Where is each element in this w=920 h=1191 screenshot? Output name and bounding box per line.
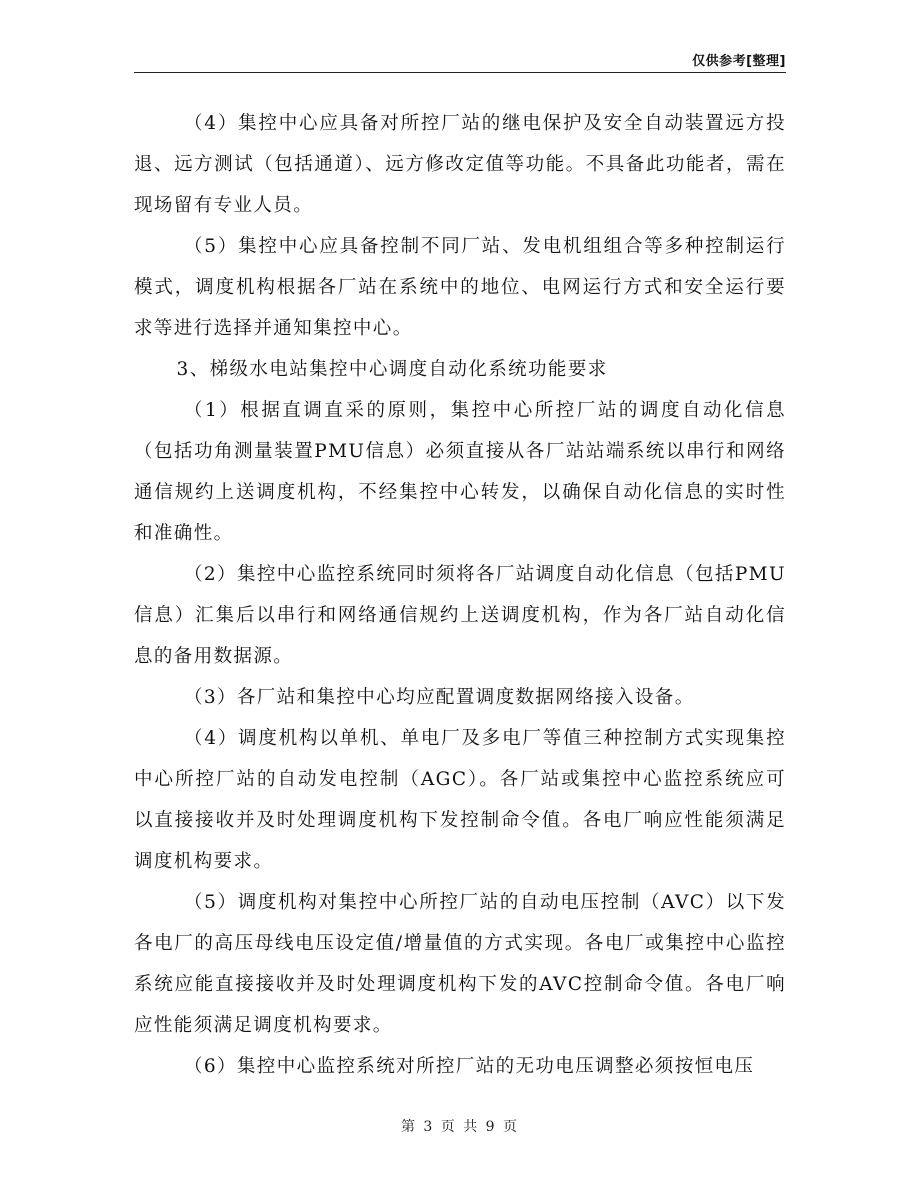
body-text <box>134 103 786 1087</box>
paragraph-item-4: （4）集控中心应具备对所控厂站的继电保护及安全自动装置远方投退、远方测试（包括通道）、远方修改定值等功能。不具备此功能者，需在现场留有专业人员。 <box>134 113 786 216</box>
section-heading-3: 3、梯级水电站集控中心调度自动化系统功能要求 <box>176 359 608 380</box>
paragraph-item-4-agc: （4）调度机构以单机、单电厂及多电厂等值三种控制方式实现集控中心所控厂站的自动发电控制（AGC）。各厂站或集控中心监控系统应可以直接接收并及时处理调度机构下发控制命令值。各电厂响应性能须满足调度机构要求。 <box>134 728 786 872</box>
header-divider <box>134 72 786 73</box>
header-note: 仅供参考[整理] <box>692 54 786 69</box>
paragraph-item-5-avc: （5）调度机构对集控中心所控厂站的自动电压控制（AVC）以下发各电厂的高压母线电压设定值/增量值的方式实现。各电厂或集控中心监控系统应能直接接收并及时处理调度机构下发的AVC控制命令值。各电厂响应性能须满足调度机构要求。 <box>134 892 786 1036</box>
paragraph-item-6: （6）集控中心监控系统对所控厂站的无功电压调整必须按恒电压 <box>183 1056 755 1077</box>
paragraph-item-2: （2）集控中心监控系统同时须将各厂站调度自动化信息（包括PMU信息）汇集后以串行和网络通信规约上送调度机构，作为各厂站自动化信息的备用数据源。 <box>134 564 786 667</box>
paragraph-item-3: （3）各厂站和集控中心均应配置调度数据网络接入设备。 <box>183 687 695 708</box>
paragraph-item-1: （1）根据直调直采的原则，集控中心所控厂站的调度自动化信息（包括功角测量装置PMU信息）必须直接从各厂站站端系统以串行和网络通信规约上送调度机构，不经集控中心转发，以确保自动化信息的实时性和准确性。 <box>134 400 786 544</box>
page-number: 第 3 页 共 9 页 <box>400 1119 520 1135</box>
paragraph-item-5: （5）集控中心应具备控制不同厂站、发电机组组合等多种控制运行模式，调度机构根据各厂站在系统中的地位、电网运行方式和安全运行要求等进行选择并通知集控中心。 <box>134 236 786 339</box>
